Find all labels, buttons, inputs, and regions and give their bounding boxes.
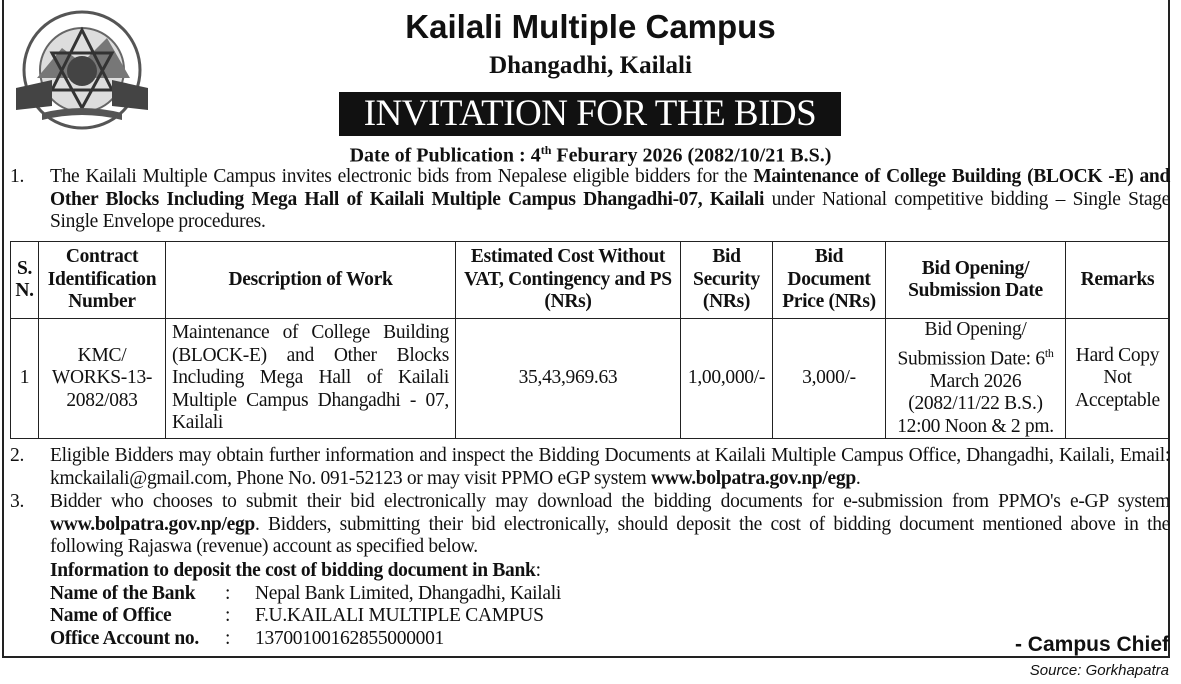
notice-banner: INVITATION FOR THE BIDS [339,92,841,136]
table-row [11,319,1170,439]
publication-date: Date of Publication : 4th Feburary 2026 (2082/10/21 B.S.) [349,143,832,167]
office-name-row: Name of Office : F.U.KAILALI MULTIPLE CAMPUS [50,605,544,626]
cell-sn: 1 [11,319,39,439]
cell-remarks: Hard Copy Not Acceptable [1066,319,1170,439]
bid-table [10,241,1170,439]
cell-cost: 35,43,969.63 [456,319,681,439]
cell-opening-date: Bid Opening/ Submission Date: 6th March 2026 (2082/11/22 B.S.) 12:00 Noon & 2 pm. [886,319,1066,439]
source-credit: Source: Gorkhapatra [1029,662,1169,679]
clause-1: 1. The Kailali Multiple Campus invites electronic bids from Nepalese eligible bidders for the Maintenance of College Building (BLOCK -E) and Other Blocks Including Mega Hall of Kailali Multiple Campus Dhangadhi-07, Kailali under National competitive bidding – Single Stage Single Envelope procedures. [10,166,1171,232]
cell-description: Maintenance of College Building (BLOCK-E) and Other Blocks Including Mega Hall of Kailali Multiple Campus Dhangadhi - 07, Kailali [166,319,456,439]
clause-3: 3. Bidder who chooses to submit their bid electronically may download the bidding documents for e-submission from PPMO's e-GP system www.bolpatra.gov.np/egp. Bidders, submitting their bid electronically, should deposit the cost of bidding document mentioned above in the following Rajaswa (revenue) account as specified below. [10,491,1170,557]
campus-name: Kailali Multiple Campus [405,8,776,45]
cell-doc-price: 3,000/- [773,319,886,439]
campus-location: Dhangadhi, Kailali [489,52,692,79]
signature: - Campus Chief [1014,633,1169,656]
bank-info: Information to deposit the cost of bidding document in Bank: Name of the Bank : Nepal Bank Limited, Dhangadhi, Kailali Name of Office : F.U.KAILALI MULTIPLE CAMPUS Office Account no. : 13700100162855000001 [50,560,561,649]
table-header-row: S. N. Contract Identification Number Description of Work Estimated Cost Without VAT, Contingency and PS (NRs) Bid Security (NRs) Bid Document Price (NRs) Bid Opening/ Submission Date Remarks [11,242,1170,319]
bank-name-row: Name of the Bank : Nepal Bank Limited, Dhangadhi, Kailali [50,582,561,604]
account-row: Office Account no. : 13700100162855000001 [50,627,445,649]
cell-contract-id: KMC/ WORKS-13-2082/083 [39,319,166,439]
clause-2: 2. Eligible Bidders may obtain further information and inspect the Bidding Documents at Kailali Multiple Campus Office, Dhangadhi, Kailali, Email: kmckailali@gmail.com, Phone No. 091-52123 or may visit PPMO eGP system www.bolpatra.gov.np/egp. [10,445,1170,489]
cell-security: 1,00,000/- [681,319,773,439]
